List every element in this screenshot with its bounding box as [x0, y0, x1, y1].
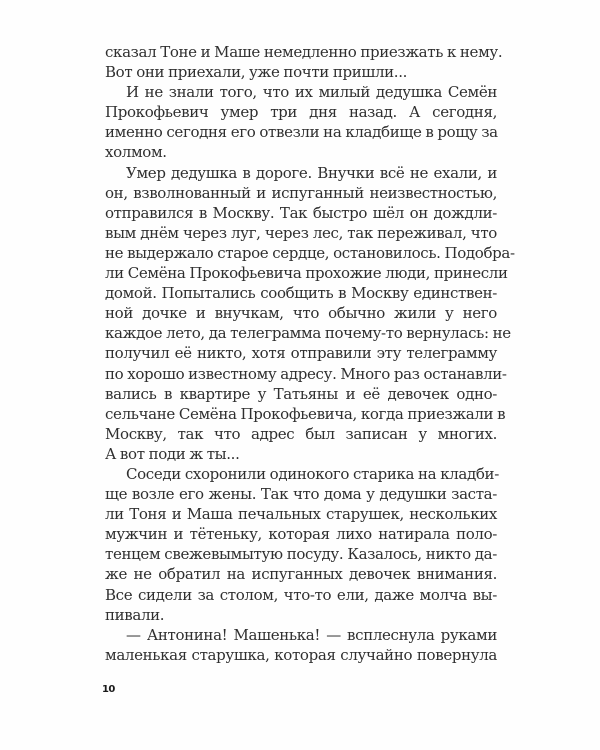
text-line: вались в квартире у Татьяны и её девочек одно-	[105, 384, 497, 403]
text-line: Прокофьевич умер три дня назад. А сегодня,	[105, 103, 497, 122]
text-line: Москву, так что адрес был записан у многих.	[105, 424, 497, 443]
body-text	[105, 42, 515, 665]
text-line: И не знали того, что их милый дедушка Семён	[126, 83, 497, 102]
text-line: отправился в Москву. Так быстро шёл он дождли-	[105, 203, 497, 222]
text-line: пивали.	[105, 605, 165, 624]
text-line: Соседи схоронили одинокого старика на кладби-	[126, 464, 499, 483]
text-line: же не обратил на испуганных девочек внимания.	[105, 565, 497, 584]
text-line: не выдержало старое сердце, остановилось. Подобра-	[105, 243, 515, 262]
text-line: он, взволнованный и испуганный неизвестностью,	[105, 183, 497, 202]
text-line: Все сидели за столом, что-то ели, даже молча вы-	[105, 585, 497, 604]
text-line: вым днём через луг, через лес, так переживал, что	[105, 223, 497, 242]
paragraph	[105, 625, 497, 665]
text-line: Вот они приехали, уже почти пришли...	[105, 63, 408, 82]
text-line: тенцем свежевымытую посуду. Казалось, никто да-	[105, 545, 497, 564]
paragraph	[105, 42, 503, 82]
text-line: домой. Попытались сообщить в Москву единствен-	[105, 284, 497, 303]
text-line: сказал Тоне и Маше немедленно приезжать к нему.	[105, 43, 503, 61]
text-line: холмом.	[105, 143, 167, 162]
text-line: ли Тоня и Маша печальных старушек, нескольких	[105, 505, 497, 524]
text-line: ще возле его жены. Так что дома у дедушки заста-	[105, 485, 497, 504]
paragraph	[105, 163, 515, 464]
text-line: получил её никто, хотя отправили эту телеграмму	[105, 344, 497, 363]
text-line: ной дочке и внучкам, что обычно жили у него	[105, 304, 497, 323]
text-line: — Антонина! Машенька! — всплеснула руками	[126, 625, 497, 644]
text-line: мужчин и тётеньку, которая лихо натирала поло-	[105, 525, 497, 544]
paragraph	[105, 464, 497, 625]
text-line: каждое лето, да телеграмма почему-то вернулась: не	[105, 324, 511, 343]
paragraph	[105, 82, 497, 162]
page-number: 10	[102, 684, 115, 695]
text-line: маленькая старушка, которая случайно повернула	[105, 645, 497, 664]
text-line: Умер дедушка в дороге. Внучки всё не ехали, и	[126, 163, 497, 182]
text-line: именно сегодня его отвезли на кладбище в рощу за	[105, 123, 498, 142]
text-line: по хорошо известному адресу. Много раз останавли-	[105, 364, 507, 383]
text-line: А вот поди ж ты...	[105, 444, 240, 463]
text-line: сельчане Семёна Прокофьевича, когда приезжали в	[105, 404, 506, 423]
text-line: ли Семёна Прокофьевича прохожие люди, принесли	[105, 264, 508, 283]
